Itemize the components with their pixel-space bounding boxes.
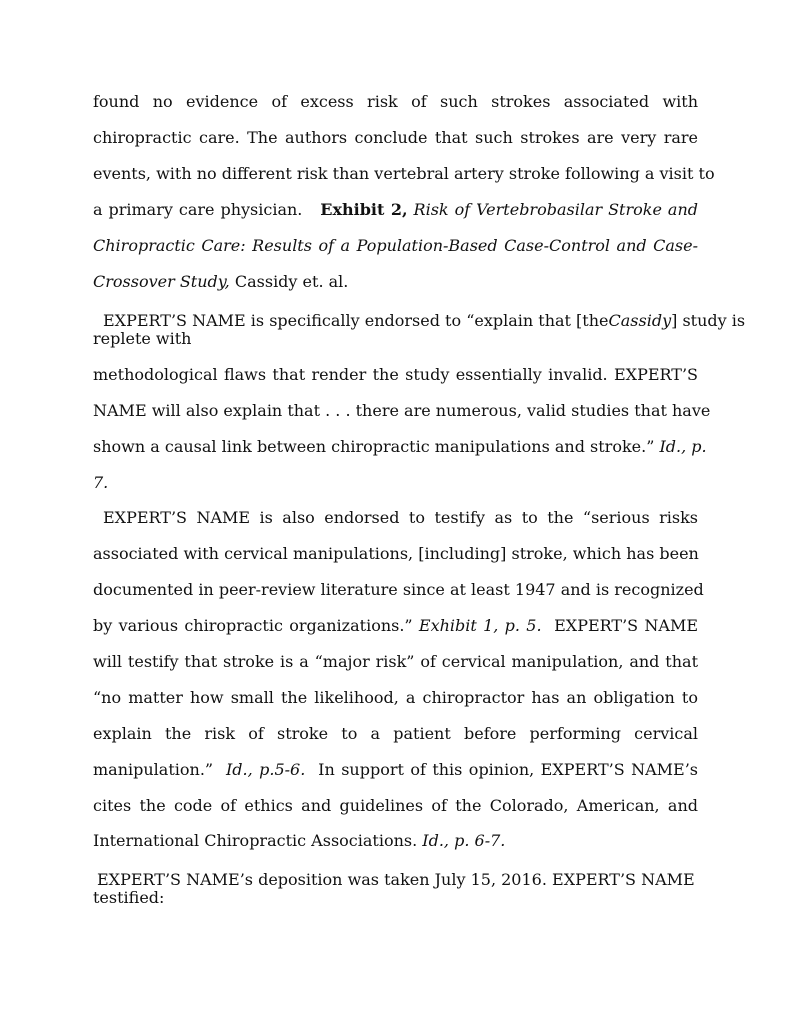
plain-text: ] study is xyxy=(671,311,746,330)
paragraph-4-line-2: testified: xyxy=(93,888,165,907)
paragraph-1-line-3: events, with no different risk than vertebral artery stroke following a visit to xyxy=(93,164,715,183)
paragraph-1-line-5 xyxy=(93,236,698,256)
paragraph-1-line-6 xyxy=(93,272,698,292)
plain-text: In support of this opinion, EXPERT’S NAME’s xyxy=(318,760,699,779)
paragraph-2-line-1 xyxy=(93,311,746,331)
paragraph-3-line-9: cites the code of ethics and guidelines of the Colorado, American, and xyxy=(93,796,698,815)
plain-text: International Chiropractic Associations. xyxy=(93,831,418,850)
paragraph-3-line-4 xyxy=(93,616,698,636)
paragraph-3-line-7: explain the risk of stroke to a patient before performing cervical xyxy=(93,724,698,743)
paragraph-2-line-4: NAME will also explain that . . . there are numerous, valid studies that have xyxy=(93,401,711,420)
paragraph-3-line-2: associated with cervical manipulations, [including] stroke, which has been xyxy=(93,544,699,563)
citation-title: Chiropractic Care: Results of a Population-Based Case-Control and Case- xyxy=(93,236,698,255)
paragraph-3-line-1: EXPERT’S NAME is also endorsed to testify as to the “serious risks xyxy=(103,508,698,527)
citation-reference: Id., p. 6-7. xyxy=(422,831,506,850)
paragraph-4-line-1: EXPERT’S NAME’s deposition was taken July 15, 2016. EXPERT’S NAME xyxy=(97,870,695,889)
paragraph-3-line-10 xyxy=(93,831,698,851)
paragraph-1-line-2: chiropractic care. The authors conclude that such strokes are very rare xyxy=(93,128,698,147)
paragraph-3-line-5: will testify that stroke is a “major risk” of cervical manipulation, and that xyxy=(93,652,698,671)
citation-reference: Id., p. xyxy=(659,437,707,456)
plain-text: manipulation.” xyxy=(93,760,214,779)
citation-reference: Exhibit 1, p. 5. xyxy=(418,616,542,635)
citation-title: Risk of Vertebrobasilar Stroke and xyxy=(413,200,698,219)
paragraph-2-line-6 xyxy=(93,473,698,493)
paragraph-3-line-3: documented in peer-review literature since at least 1947 and is recognized xyxy=(93,580,704,599)
citation-reference: 7. xyxy=(93,473,109,492)
exhibit-reference: Exhibit 2, xyxy=(320,200,408,219)
plain-text: by various chiropractic organizations.” xyxy=(93,616,413,635)
citation-title: Crossover Study, xyxy=(93,272,230,291)
paragraph-3-line-8 xyxy=(93,760,698,780)
plain-text: a primary care physician. xyxy=(93,200,303,219)
paragraph-2-line-2: replete with xyxy=(93,329,192,348)
case-name: Cassidy xyxy=(608,311,672,330)
plain-text: EXPERT’S NAME xyxy=(554,616,699,635)
citation-author: Cassidy et. al. xyxy=(234,272,349,291)
citation-reference: Id., p.5-6. xyxy=(225,760,306,779)
paragraph-3-line-6: “no matter how small the likelihood, a chiropractor has an obligation to xyxy=(93,688,698,707)
paragraph-2-line-5 xyxy=(93,437,707,457)
paragraph-1-line-1: found no evidence of excess risk of such strokes associated with xyxy=(93,92,698,111)
plain-text: shown a causal link between chiropractic manipulations and stroke.” xyxy=(93,437,655,456)
plain-text: EXPERT’S NAME is specifically endorsed to “explain that [the xyxy=(103,311,609,330)
paragraph-2-line-3: methodological flaws that render the study essentially invalid. EXPERT’S xyxy=(93,365,698,384)
paragraph-1-line-4 xyxy=(93,200,698,220)
